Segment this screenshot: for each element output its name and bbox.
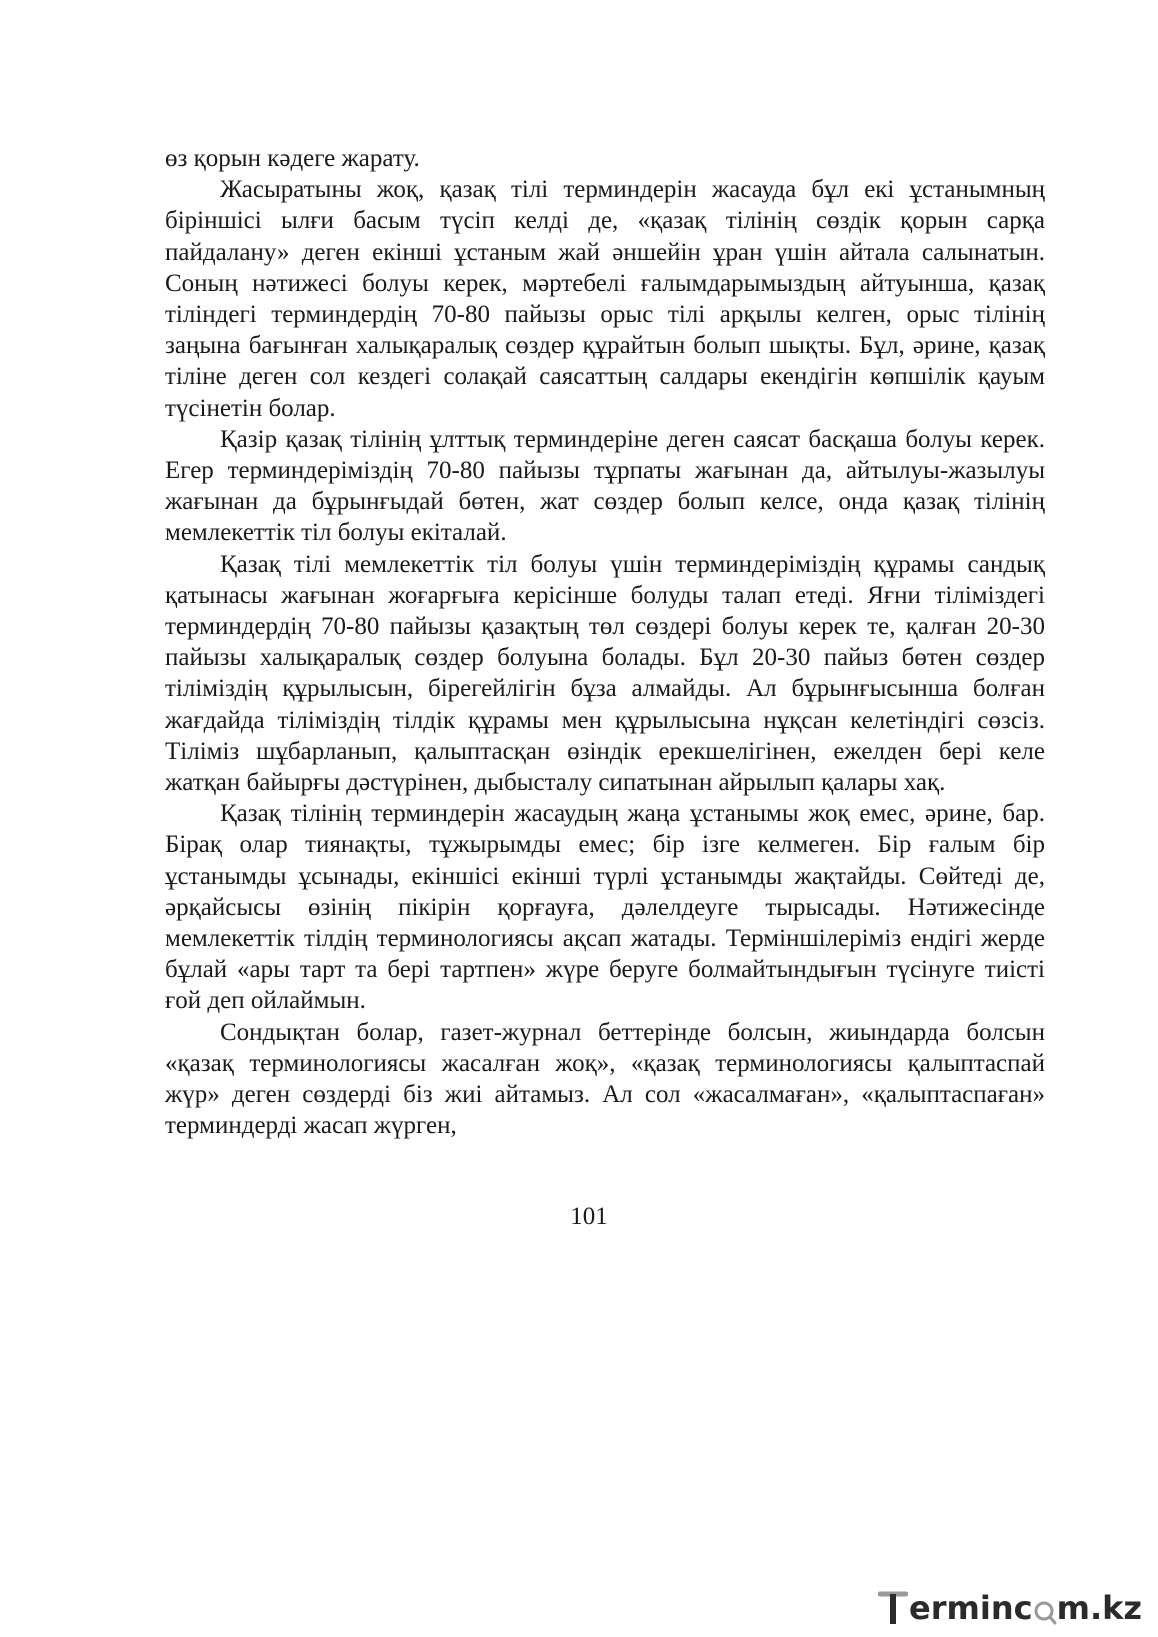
paragraph-4: Қазақ тілі мемлекеттік тіл болуы үшін терминдеріміздің құрамы сандық қатынасы жағынан жоғарғыға керісінше болуды талап етеді. Яғни тіліміздегі терминдердің 70-80 пайызы қазақтың төл сөздері болуы керек те, қалған 20-30 пайызы халықаралық сөздер болуына болады. Бұл 20-30 пайыз бөтен сөздер тіліміздің құрылысын, бірегейлігін бұза алмайды. Ал бұрынғысынша болған жағдайда тіліміздің тілдік құрамы мен құрылысына нұқсан келетіндігі сөзсіз. Тіліміз шұбарланып, қалыптасқан өзіндік ерекшелігінен, ежелден бері келе жатқан байырғы дәстүрінен, дыбысталу сипатынан айрылып қалары хақ. [165,550,1045,797]
paragraph-5: Қазақ тілінің терминдерін жасаудың жаңа ұстанымы жоқ емес, әрине, бар. Бірақ олар тиянақты, тұжырымды емес; бір ізге келмеген. Бір ғалым бір ұстанымды ұсынады, екіншісі екінші түрлі ұстанымды жақтайды. Сөйтеді де, әрқайсысы өзінің пікірін қорғауға, дәлелдеуге тырысады. Нәтижесінде мемлекеттік тілдің терминологиясы ақсап жатады. Терміншілеріміз ендігі жерде бұлай «ары тарт та бері тартпен» жүре беруге болмайтындығын түсінуге тиісті ғой деп ойлаймын. [165,800,1045,1015]
logo-text-part-1: erminc [909,1589,1033,1627]
watermark-logo [878,1584,1142,1632]
paragraph-3: Қазір қазақ тілінің ұлттық терминдеріне деген саясат басқаша болуы керек. Егер терминдеріміздің 70-80 пайызы тұрпаты жағынан да, айтылуы-жазылуы жағынан да бұрынғыдай бөтен, жат сөздер болып келсе, онда қазақ тілінің мемлекеттік тіл болуы екіталай. [165,425,1045,547]
body-text [165,143,1045,1142]
logo-t-icon [878,1588,908,1628]
paragraph-2: Жасыратыны жоқ, қазақ тілі терминдерін жасауда бұл екі ұстанымның біріншісі ылғи басым түсіп келді де, «қазақ тілінің сөздік қорын сарқа пайдалану» деген екінші ұстаным жай әншейін ұран үшін айтала салынатын. Соның нәтижесі болуы керек, мәртебелі ғалымдарымыздың айтуынша, қазақ тіліндегі терминдердің 70-80 пайызы орыс тілі арқылы келген, орыс тілінің заңына бағынған халықаралық сөздер құрайтын болып шықты. Бұл, әрине, қазақ тіліне деген сол кездегі солақай саясаттың салдары екендігін көпшілік қауым түсінетін болар. [165,176,1045,422]
logo-magnifier-icon [1033,1590,1057,1626]
paragraph-1: өз қорын кәдеге жарату. [165,145,420,172]
logo-text-part-2: m.kz [1056,1589,1142,1627]
paragraph-6: Сондықтан болар, газет-журнал беттерінде болсын, жиындарда болсын «қазақ терминологиясы жасалған жоқ», «қазақ терминологиясы қалыптаспай жүр» деген сөздерді біз жиі айтамыз. Ал сол «жасалмаған», «қалыптаспаған» терминдерді жасап жүрген, [165,1018,1045,1140]
page-number: 101 [570,1203,608,1230]
